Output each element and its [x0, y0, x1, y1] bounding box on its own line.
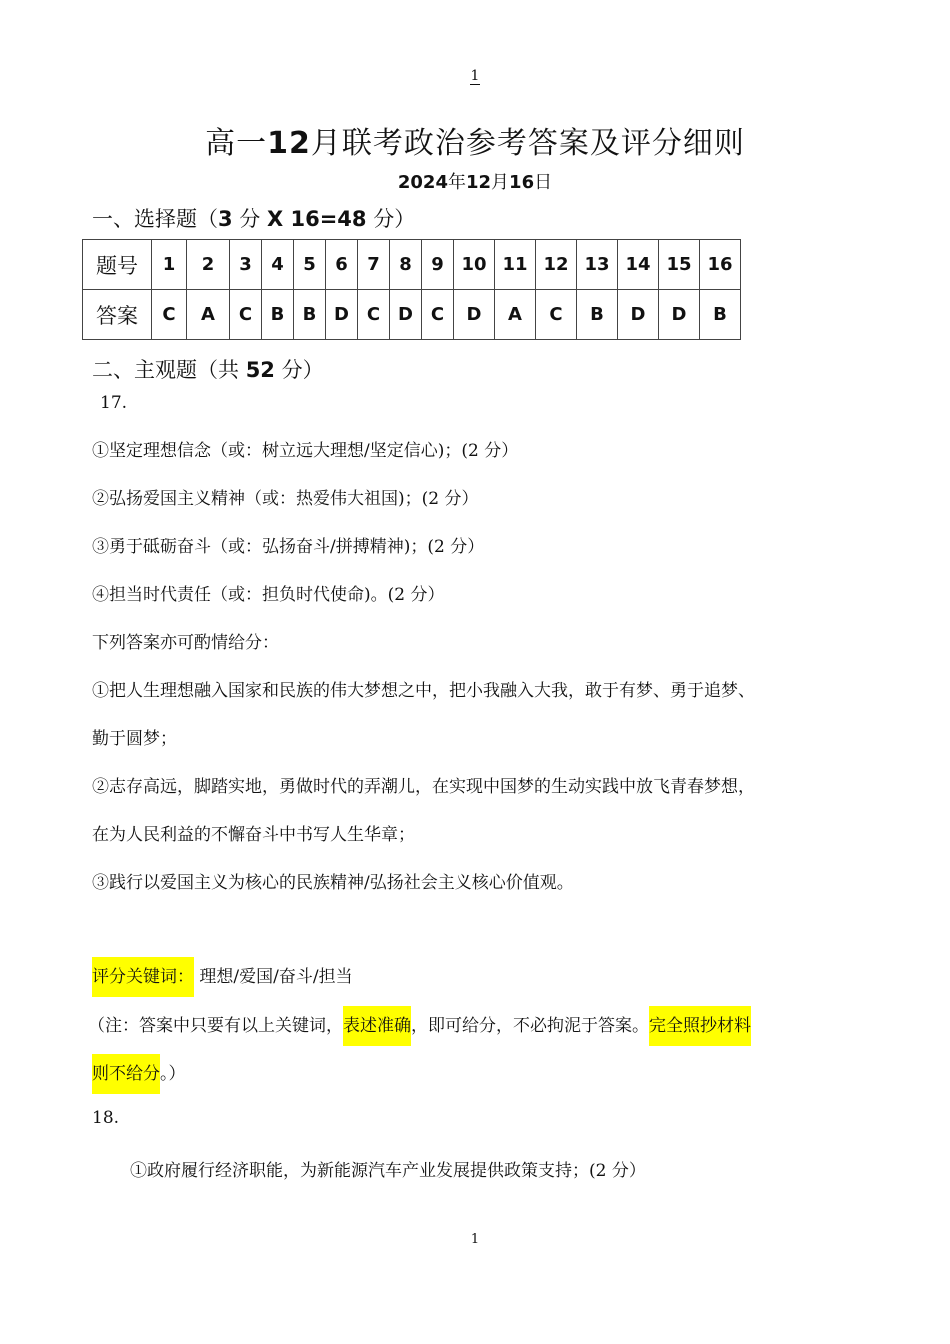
q17-point-2: ②弘扬爱国主义精神（或：热爱伟大祖国)；(2 分） [92, 489, 479, 509]
answer-cell: C [230, 290, 262, 340]
table-header-label: 题号 [83, 240, 152, 290]
q17-alt-intro: 下列答案亦可酌情给分： [92, 633, 279, 653]
question-number-cell: 1 [152, 240, 187, 290]
answer-cell: B [577, 290, 618, 340]
keywords-label-highlight: 评分关键词： [92, 957, 194, 997]
question-number-cell: 14 [618, 240, 659, 290]
question-number-cell: 10 [454, 240, 495, 290]
q17-note-line-1: （注：答案中只要有以上关键词，表述准确，即可给分，不必拘泥于答案。完全照抄材料 [88, 1011, 751, 1036]
document-title: 高一12月联考政治参考答案及评分细则 [205, 126, 745, 161]
question-number-cell: 15 [659, 240, 700, 290]
answer-cell: C [152, 290, 187, 340]
section-2-heading: 二、主观题（共 52 分） [92, 358, 324, 382]
question-number-cell: 5 [294, 240, 326, 290]
answer-cell: B [294, 290, 326, 340]
answer-cell: D [326, 290, 358, 340]
answer-cell: B [262, 290, 294, 340]
q17-alt-2a: ②志存高远，脚踏实地，勇做时代的弄潮儿，在实现中国梦的生动实践中放飞青春梦想， [92, 777, 755, 797]
question-number-cell: 16 [700, 240, 741, 290]
section-1-heading: 一、选择题（3 分 X 16=48 分） [92, 207, 416, 231]
note-highlight-copy: 完全照抄材料 [649, 1006, 751, 1046]
q17-point-1: ①坚定理想信念（或：树立远大理想/坚定信心)；(2 分） [92, 441, 519, 461]
answer-cell: C [536, 290, 577, 340]
answer-cell: C [422, 290, 454, 340]
question-number-cell: 2 [187, 240, 230, 290]
table-row-numbers [83, 240, 741, 290]
question-number-cell: 12 [536, 240, 577, 290]
top-page-number: 1 [470, 68, 480, 84]
note-highlight-no-score: 则不给分 [92, 1054, 160, 1094]
question-number-cell: 7 [358, 240, 390, 290]
question-number-cell: 3 [230, 240, 262, 290]
table-row-answers [83, 290, 741, 340]
q17-alt-1b: 勤于圆梦； [92, 729, 177, 749]
question-number-cell: 11 [495, 240, 536, 290]
q17-alt-1a: ①把人生理想融入国家和民族的伟大梦想之中，把小我融入大我，敢于有梦、勇于追梦、 [92, 681, 755, 701]
q17-note-line-2: 则不给分。） [92, 1059, 186, 1084]
answer-cell: A [187, 290, 230, 340]
question-number-cell: 6 [326, 240, 358, 290]
answer-cell: D [390, 290, 422, 340]
q17-point-4: ④担当时代责任（或：担负时代使命)。(2 分） [92, 585, 445, 605]
question-number-cell: 13 [577, 240, 618, 290]
q17-alt-3: ③践行以爱国主义为核心的民族精神/弘扬社会主义核心价值观。 [92, 873, 574, 893]
q17-alt-2b: 在为人民利益的不懈奋斗中书写人生华章； [92, 825, 415, 845]
answer-cell: D [659, 290, 700, 340]
answer-cell: C [358, 290, 390, 340]
q17-number: 17. [100, 393, 128, 413]
answer-cell: D [618, 290, 659, 340]
note-highlight-accurate: 表述准确 [343, 1006, 411, 1046]
question-number-cell: 4 [262, 240, 294, 290]
footer-page-number: 1 [470, 1232, 480, 1247]
question-number-cell: 8 [390, 240, 422, 290]
q17-keywords-line [92, 962, 353, 987]
answer-cell: B [700, 290, 741, 340]
question-number-cell: 9 [422, 240, 454, 290]
answer-table [82, 239, 741, 340]
answer-cell: A [495, 290, 536, 340]
answer-cell: D [454, 290, 495, 340]
keywords-text: 理想/爱国/奋斗/担当 [194, 967, 353, 987]
q18-number: 18. [92, 1108, 120, 1128]
table-answer-label: 答案 [83, 290, 152, 340]
q17-point-3: ③勇于砥砺奋斗（或：弘扬奋斗/拼搏精神)；(2 分） [92, 537, 485, 557]
document-date: 2024年12月16日 [397, 172, 553, 193]
q18-point-1: ①政府履行经济职能，为新能源汽车产业发展提供政策支持；(2 分） [130, 1161, 646, 1181]
